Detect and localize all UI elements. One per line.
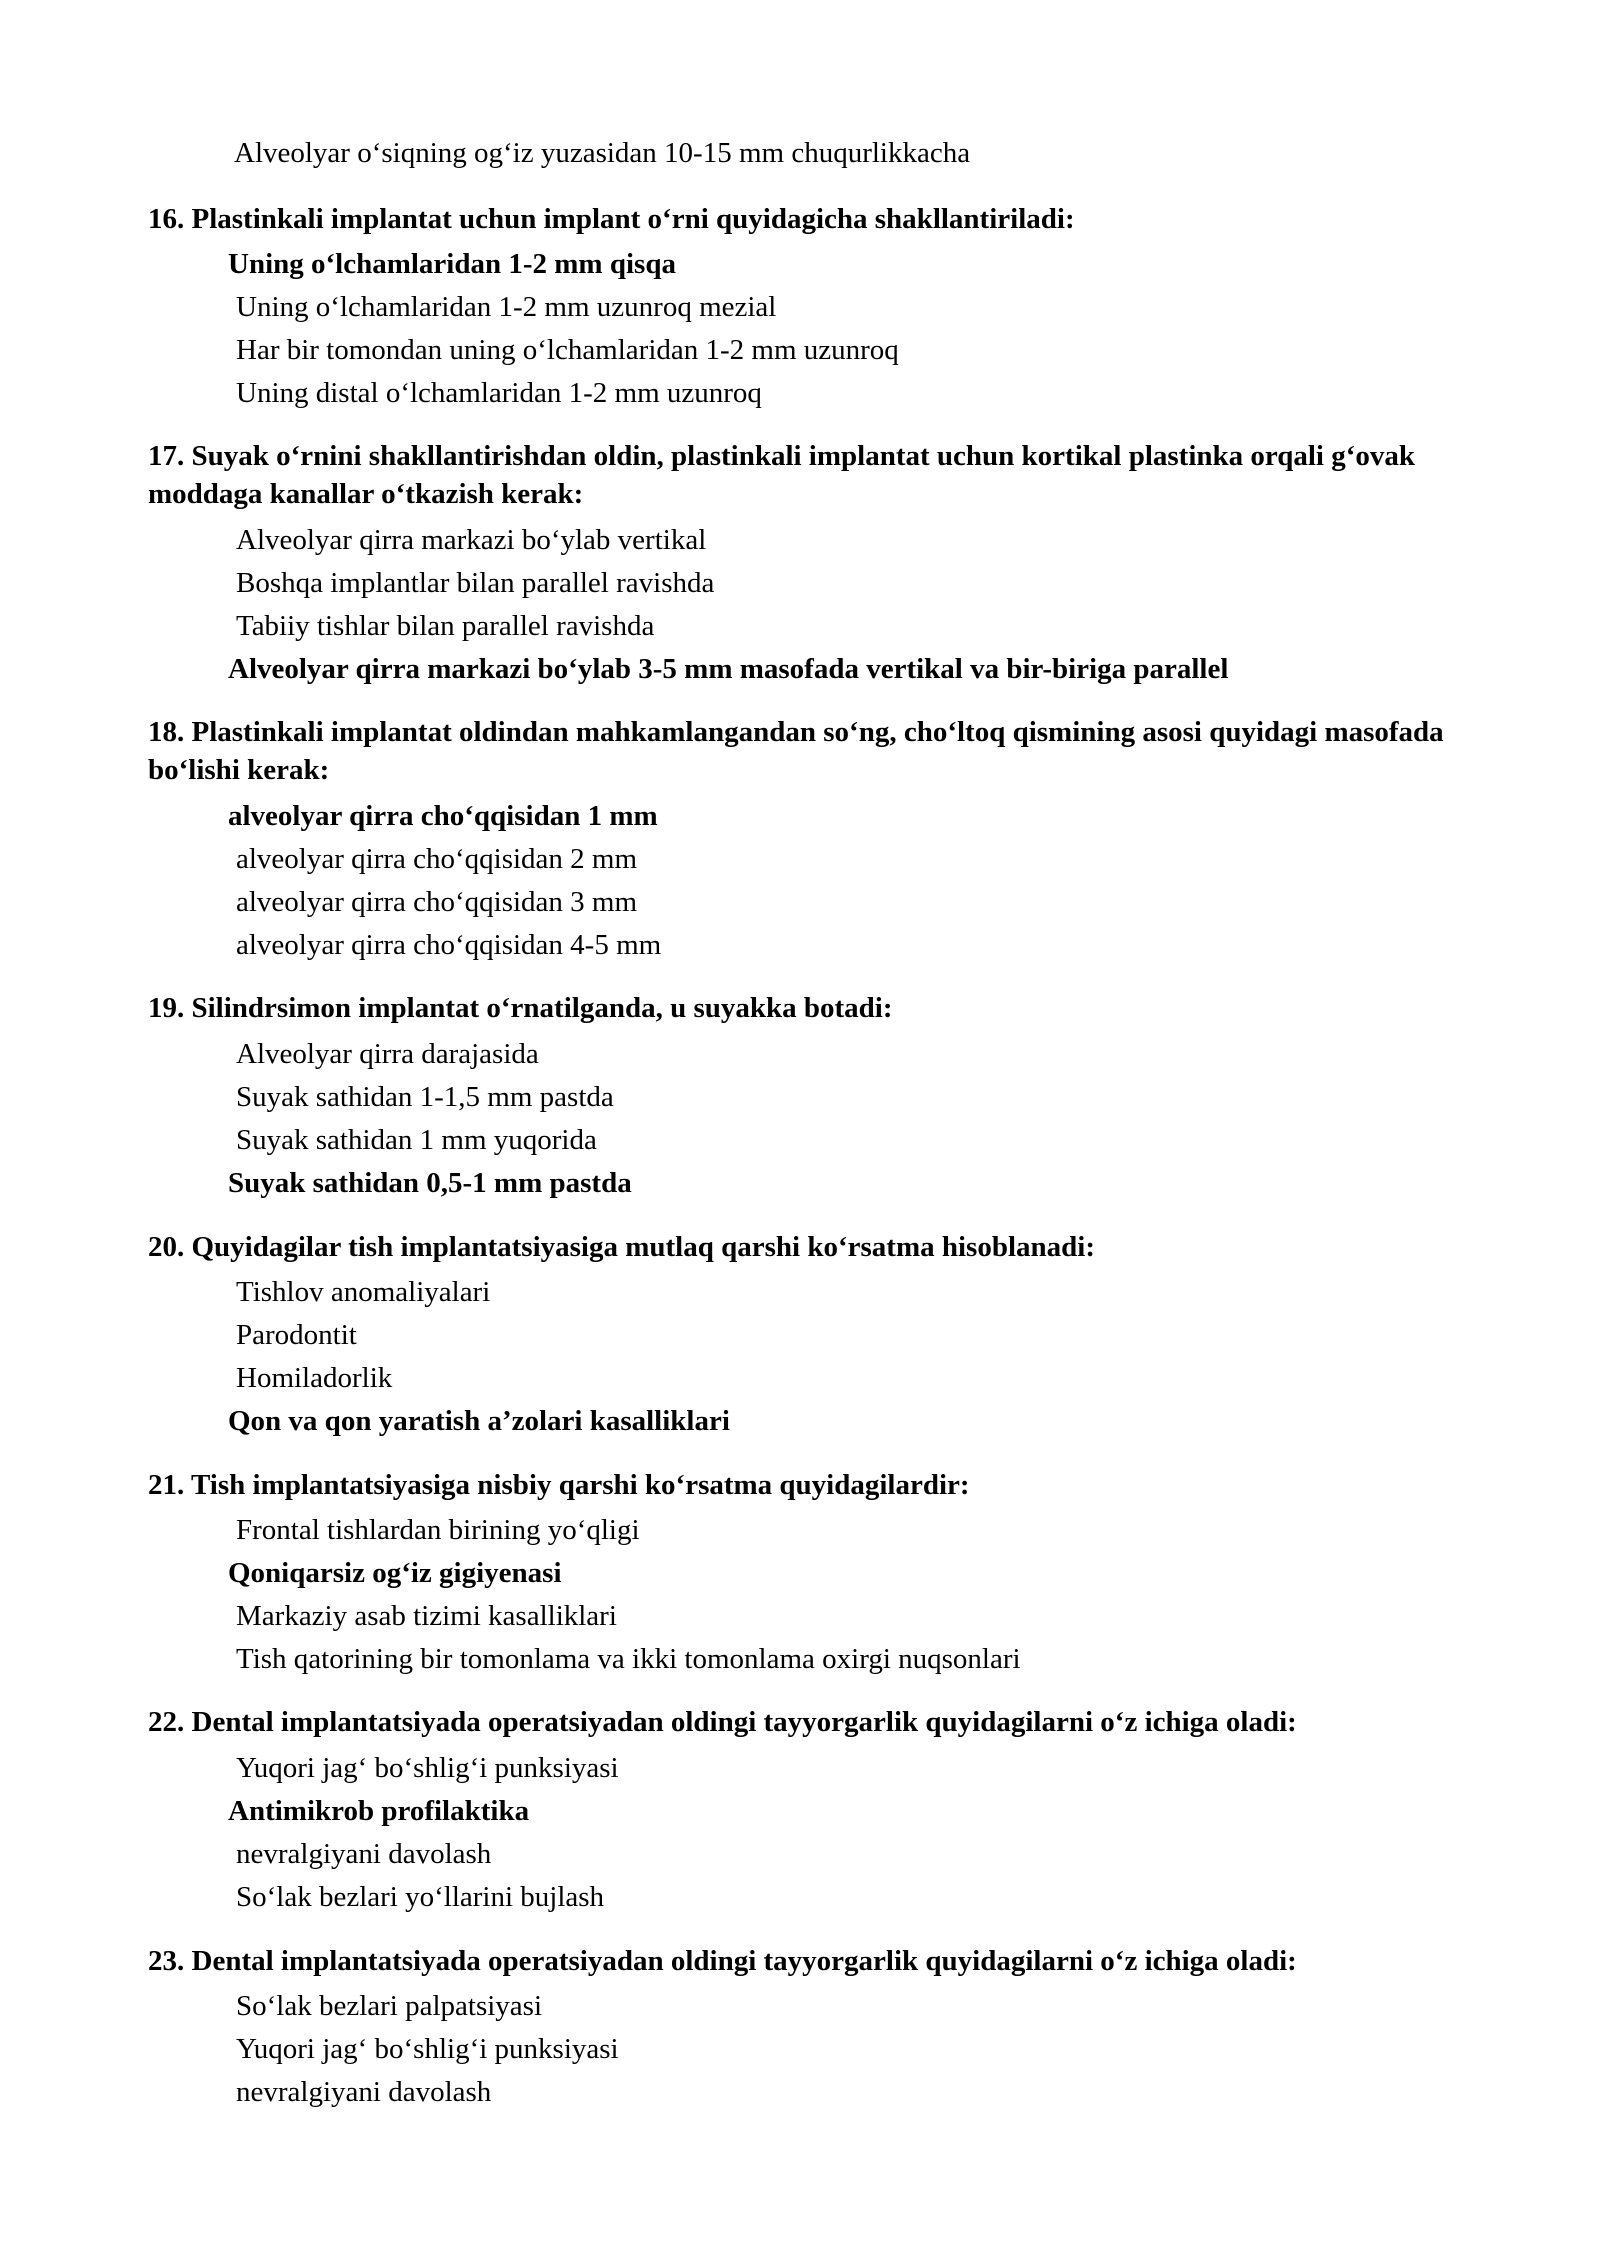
answer-option-correct: Qoniqarsiz og‘iz gigiyenasi (228, 1557, 562, 1589)
answer-option: So‘lak bezlari palpatsiyasi (236, 1990, 543, 2022)
answer-option: Homiladorlik (236, 1362, 393, 1394)
answer-option: alveolyar qirra cho‘qqisidan 2 mm (236, 843, 638, 875)
answer-option: So‘lak bezlari yo‘llarini bujlash (236, 1881, 605, 1913)
answer-option-correct: Suyak sathidan 0,5-1 mm pastda (228, 1167, 632, 1199)
question-title: 17. Suyak o‘rnini shakllantirishdan oldin, plastinkali implantat uchun kortikal plastinka orqali g‘ovak moddaga kanallar o‘tkazish kerak: (148, 440, 1416, 510)
answer-option-correct: Alveolyar qirra markazi bo‘ylab 3-5 mm masofada vertikal va bir-biriga parallel (228, 653, 1229, 685)
question-title: 22. Dental implantatsiyada operatsiyadan oldingi tayyorgarlik quyidagilarni o‘z ichiga oladi: (148, 1706, 1297, 1738)
question-title: 20. Quyidagilar tish implantatsiyasiga mutlaq qarshi ko‘rsatma hisoblanadi: (148, 1231, 1095, 1263)
answer-option: Parodontit (236, 1319, 357, 1351)
answer-option: Uning o‘lchamlaridan 1-2 mm uzunroq mezial (236, 291, 777, 323)
answer-option: Suyak sathidan 1-1,5 mm pastda (236, 1081, 614, 1113)
answer-option: Tabiiy tishlar bilan parallel ravishda (236, 610, 655, 642)
answer-option: nevralgiyani davolash (236, 1838, 492, 1870)
answer-option: Yuqori jag‘ bo‘shlig‘i punksiyasi (236, 1752, 619, 1784)
answer-option: Alveolyar qirra markazi bo‘ylab vertikal (236, 524, 707, 556)
answer-option-correct: Qon va qon yaratish a’zolari kasalliklari (228, 1405, 730, 1437)
answer-option: Tishlov anomaliyalari (236, 1276, 491, 1308)
answer-option: nevralgiyani davolash (236, 2076, 492, 2108)
answer-option: Tish qatorining bir tomonlama va ikki tomonlama oxirgi nuqsonlari (236, 1643, 1021, 1675)
answer-option: Suyak sathidan 1 mm yuqorida (236, 1124, 597, 1156)
answer-option: Yuqori jag‘ bo‘shlig‘i punksiyasi (236, 2033, 619, 2065)
question-title: 21. Tish implantatsiyasiga nisbiy qarshi ko‘rsatma quyidagilardir: (148, 1469, 970, 1501)
answer-option: Frontal tishlardan birining yo‘qligi (236, 1514, 640, 1546)
answer-option: Har bir tomondan uning o‘lchamlaridan 1-2 mm uzunroq (236, 334, 899, 366)
question-title: 16. Plastinkali implantat uchun implant o‘rni quyidagicha shakllantiriladi: (148, 203, 1075, 235)
answer-option: alveolyar qirra cho‘qqisidan 3 mm (236, 886, 638, 918)
answer-option-correct: Uning o‘lchamlaridan 1-2 mm qisqa (228, 248, 676, 280)
answer-option-correct: Antimikrob profilaktika (228, 1795, 530, 1827)
question-title: 23. Dental implantatsiyada operatsiyadan oldingi tayyorgarlik quyidagilarni o‘z ichiga oladi: (148, 1945, 1297, 1977)
answer-option: Alveolyar qirra darajasida (236, 1038, 539, 1070)
answer-option: Markaziy asab tizimi kasalliklari (236, 1600, 617, 1632)
question-title: 19. Silindrsimon implantat o‘rnatilganda, u suyakka botadi: (148, 992, 893, 1024)
answer-option: Uning distal o‘lchamlaridan 1-2 mm uzunroq (236, 377, 762, 409)
answer-option-correct: alveolyar qirra cho‘qqisidan 1 mm (228, 800, 658, 832)
answer-option: alveolyar qirra cho‘qqisidan 4-5 mm (236, 929, 662, 961)
question-title: 18. Plastinkali implantat oldindan mahkamlangandan so‘ng, cho‘ltoq qismining asosi quyidagi masofada bo‘lishi kerak: (148, 716, 1444, 786)
answer-option: Boshqa implantlar bilan parallel ravishda (236, 567, 715, 599)
continued-option: Alveolyar o‘siqning og‘iz yuzasidan 10-15 mm chuqurlikkacha (234, 137, 971, 169)
